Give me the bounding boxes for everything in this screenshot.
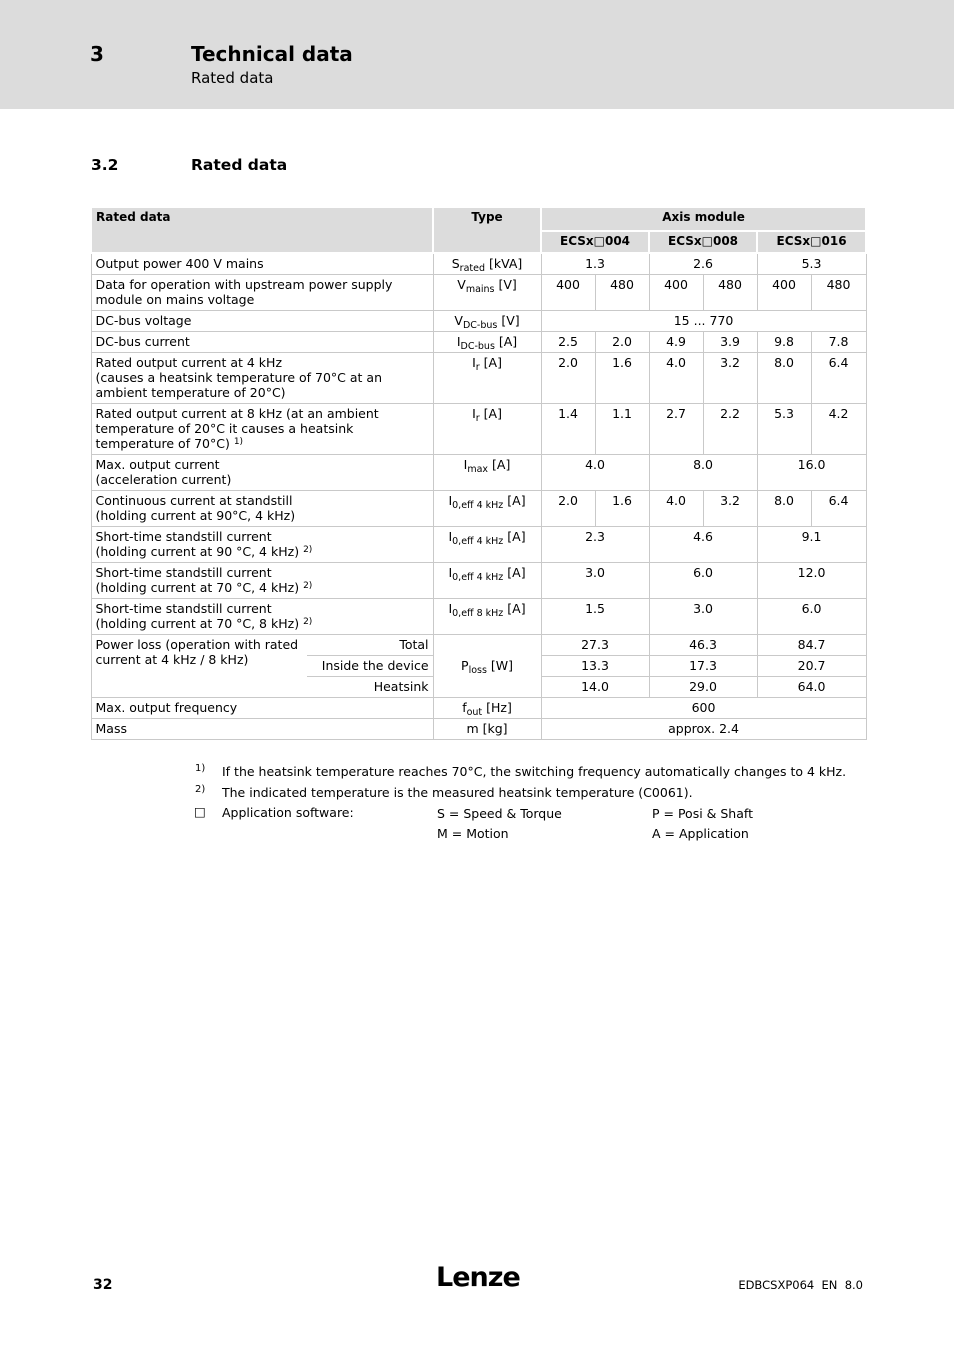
app-software-label: Application software: [222,805,354,820]
cell-value: 3.9 [703,332,757,353]
cell-value: 2.7 [649,404,703,455]
cell-value: 4.0 [541,455,649,491]
header-model: ECSx□008 [649,231,757,253]
cell-value: 6.0 [757,599,866,635]
row-label: Mass [91,719,433,740]
cell-value: 29.0 [649,677,757,698]
rated-data-table [90,206,867,740]
cell-value: approx. 2.4 [541,719,866,740]
row-label: Max. output current (acceleration current) [91,455,433,491]
cell-value: 1.5 [541,599,649,635]
row-label: Continuous current at standstill (holding current at 90°C, 4 kHz) [91,491,433,527]
cell-value: 400 [757,275,811,311]
row-label: DC-bus voltage [91,311,433,332]
table-row [91,635,866,656]
cell-value: 12.0 [757,563,866,599]
cell-value: 7.8 [811,332,866,353]
row-label: Rated output current at 4 kHz (causes a heatsink temperature of 70°C at an ambient temperature of 20°C) [91,353,433,404]
row-sublabel: Inside the device [307,656,433,677]
row-type: $I_r$ [A] [433,404,541,455]
table-row [91,332,866,353]
section-number: 3.2 [91,156,119,174]
cell-value: 5.3 [757,253,866,275]
row-type: $S_{rated}$ [kVA] [433,253,541,275]
cell-value: 400 [649,275,703,311]
cell-value: 3.0 [649,599,757,635]
cell-value: 4.2 [811,404,866,455]
footnote-1-mark: 1) [195,763,206,774]
cell-value: 4.6 [649,527,757,563]
cell-value: 2.0 [541,491,595,527]
footnote-2-mark: 2) [195,784,206,795]
row-label: DC-bus current [91,332,433,353]
cell-value: 9.1 [757,527,866,563]
row-label: Short-time standstill current (holding current at 90 °C, 4 kHz) $^{2)}$ [91,527,433,563]
table-row [91,491,866,527]
row-type: $I_{max}$ [A] [433,455,541,491]
cell-value: 2.0 [595,332,649,353]
table-row [91,404,866,455]
cell-value: 2.5 [541,332,595,353]
row-label: Rated output current at 8 kHz (at an ambient temperature of 20°C it causes a heatsink temperature of 70°C) $^{1)}$ [91,404,433,455]
table-row [91,253,866,275]
cell-value: 600 [541,698,866,719]
cell-value: 20.7 [757,656,866,677]
document-id: EDBCSXP064 EN 8.0 [738,1278,863,1292]
table-row [91,455,866,491]
cell-value: 8.0 [649,455,757,491]
cell-value: 46.3 [649,635,757,656]
row-type: m [kg] [433,719,541,740]
cell-value: 4.0 [649,491,703,527]
cell-value: 84.7 [757,635,866,656]
cell-value: 15 ... 770 [541,311,866,332]
row-type: $I_{0,eff 4 kHz}$ [A] [433,563,541,599]
cell-value: 8.0 [757,491,811,527]
header-axis-module: Axis module [541,207,866,231]
cell-value: 4.0 [649,353,703,404]
cell-value: 3.2 [703,491,757,527]
cell-value: 16.0 [757,455,866,491]
cell-value: 2.6 [649,253,757,275]
row-type: $f_{out}$ [Hz] [433,698,541,719]
cell-value: 400 [541,275,595,311]
table-row [91,599,866,635]
row-type: $P_{loss}$ [W] [433,635,541,698]
cell-value: 27.3 [541,635,649,656]
lenze-logo: Lenze [436,1262,520,1293]
footnote-2-text: The indicated temperature is the measured heatsink temperature (C0061). [222,785,693,800]
cell-value: 480 [595,275,649,311]
page-number: 32 [93,1277,113,1293]
row-type: $I_{0,eff 4 kHz}$ [A] [433,527,541,563]
footnote-1-text: If the heatsink temperature reaches 70°C, the switching frequency automatically changes to 4 kHz. [222,764,847,779]
cell-value: 1.6 [595,353,649,404]
row-type: $V_{DC-bus}$ [V] [433,311,541,332]
row-label: Output power 400 V mains [91,253,433,275]
cell-value: 5.3 [757,404,811,455]
table-row [91,563,866,599]
row-label: Short-time standstill current (holding current at 70 °C, 4 kHz) $^{2)}$ [91,563,433,599]
table-row [91,311,866,332]
cell-value: 1.4 [541,404,595,455]
row-label: Short-time standstill current (holding current at 70 °C, 8 kHz) $^{2)}$ [91,599,433,635]
cell-value: 4.9 [649,332,703,353]
cell-value: 1.3 [541,253,649,275]
placeholder-box-icon: □ [194,804,206,819]
header-model: ECSx□004 [541,231,649,253]
app-software-p: P = Posi & Shaft [652,806,753,821]
table-row [91,353,866,404]
cell-value: 17.3 [649,656,757,677]
table-row [91,719,866,740]
header-rated-data: Rated data [91,207,433,253]
table-row [91,527,866,563]
cell-value: 6.4 [811,353,866,404]
row-type: $V_{mains}$ [V] [433,275,541,311]
cell-value: 8.0 [757,353,811,404]
cell-value: 9.8 [757,332,811,353]
row-label: Max. output frequency [91,698,433,719]
table-row [91,698,866,719]
cell-value: 3.2 [703,353,757,404]
app-software-a: A = Application [652,826,749,841]
cell-value: 14.0 [541,677,649,698]
app-software-s: S = Speed & Torque [437,806,562,821]
cell-value: 480 [703,275,757,311]
header-model: ECSx□016 [757,231,866,253]
header-type: Type [433,207,541,253]
cell-value: 64.0 [757,677,866,698]
table-row [91,275,866,311]
cell-value: 2.0 [541,353,595,404]
row-type: $I_{0,eff 4 kHz}$ [A] [433,491,541,527]
chapter-subtitle: Rated data [191,69,274,87]
cell-value: 480 [811,275,866,311]
row-label: Power loss (operation with rated current at 4 kHz / 8 kHz) [91,635,307,698]
row-type: $I_r$ [A] [433,353,541,404]
row-sublabel: Heatsink [307,677,433,698]
app-software-m: M = Motion [437,826,509,841]
cell-value: 13.3 [541,656,649,677]
row-sublabel: Total [307,635,433,656]
row-type: $I_{0,eff 8 kHz}$ [A] [433,599,541,635]
section-title: Rated data [191,156,288,174]
cell-value: 2.2 [703,404,757,455]
chapter-number: 3 [90,42,104,66]
cell-value: 3.0 [541,563,649,599]
cell-value: 1.1 [595,404,649,455]
cell-value: 6.4 [811,491,866,527]
chapter-title: Technical data [191,42,353,66]
row-label: Data for operation with upstream power supply module on mains voltage [91,275,433,311]
cell-value: 6.0 [649,563,757,599]
row-type: $I_{DC-bus}$ [A] [433,332,541,353]
cell-value: 1.6 [595,491,649,527]
cell-value: 2.3 [541,527,649,563]
chapter-header [0,0,954,109]
